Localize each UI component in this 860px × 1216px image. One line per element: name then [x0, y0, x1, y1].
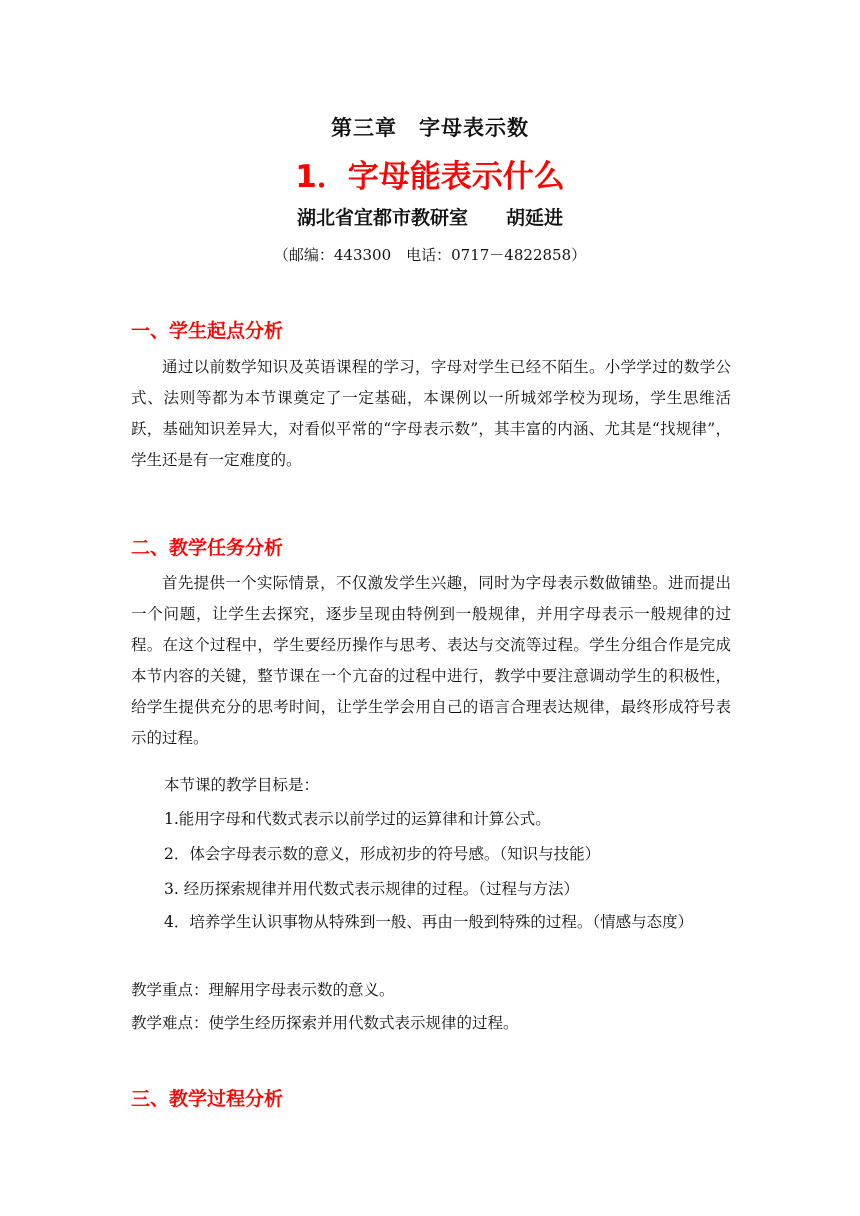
section-heading-3: 三、教学过程分析: [131, 1088, 284, 1110]
goals-intro: 本节课的教学目标是：: [164, 776, 320, 794]
key-point: 教学重点：理解用字母表示数的意义。: [131, 981, 395, 999]
goal-item-4: 4．培养学生认识事物从特殊到一般、再由一般到特殊的过程。（情感与态度）: [164, 913, 694, 931]
goal-item-1: 1.能用字母和代数式表示以前学过的运算律和计算公式。: [164, 810, 551, 828]
section-1-paragraph: 通过以前数学知识及英语课程的学习，字母对学生已经不陌生。小学学过的数学公式、法则等都为本节课奠定了一定基础，本课例以一所城郊学校为现场，学生思维活跃，基础知识差异大，对看似平常的“字母表示数”，其丰富的内涵、尤其是“找规律”，学生还是有一定难度的。: [131, 358, 731, 469]
author-line: 湖北省宜都市教研室 胡延进: [296, 207, 563, 229]
difficulty-point: 教学难点：使学生经历探索并用代数式表示规律的过程。: [131, 1014, 519, 1032]
section-heading-2: 二、教学任务分析: [131, 537, 284, 559]
section-heading-1: 一、学生起点分析: [131, 320, 284, 342]
contact-line: （邮编：443300 电话：0717－4822858）: [273, 246, 587, 264]
chapter-title: 第三章 字母表示数: [331, 116, 529, 140]
goal-item-3: 3. 经历探索规律并用代数式表示规律的过程。（过程与方法）: [164, 880, 579, 898]
lesson-title: 1．字母能表示什么: [295, 159, 565, 195]
section-2-paragraph: 首先提供一个实际情景，不仅激发学生兴趣，同时为字母表示数做铺垫。进而提出一个问题，让学生去探究，逐步呈现由特例到一般规律，并用字母表示一般规律的过程。在这个过程中，学生要经历操作与思考、表达与交流等过程。学生分组合作是完成本节内容的关键，整节课在一个亢奋的过程中进行，教学中要注意调动学生的积极性，给学生提供充分的思考时间，让学生学会用自己的语言合理表达规律，最终形成符号表示的过程。: [131, 574, 731, 747]
goal-item-2: 2．体会字母表示数的意义，形成初步的符号感。（知识与技能）: [164, 845, 601, 863]
